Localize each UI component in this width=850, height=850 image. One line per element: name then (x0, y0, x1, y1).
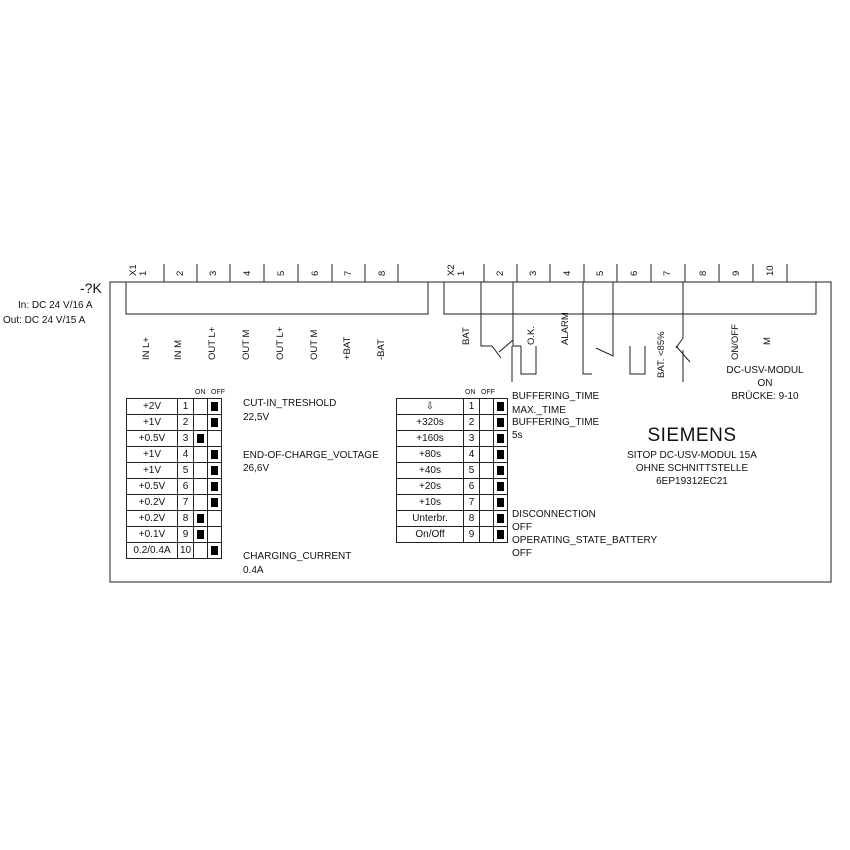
x2-pin-5: 5 (595, 270, 606, 276)
dip-switch-toggle (497, 418, 504, 427)
dip-right-off-position (494, 431, 508, 447)
dip-right-on-position (480, 463, 494, 479)
dip-left-row-5 (127, 463, 222, 479)
dip-right-row-2 (397, 415, 508, 431)
dip-right-switch-number: 8 (464, 511, 480, 527)
x2-terminal-block (444, 282, 816, 314)
dip-left-switch-number: 5 (178, 463, 194, 479)
dip-left-on-position (194, 415, 208, 431)
dip-left-label: +0.1V (127, 527, 178, 543)
x1-signal-4: OUT M (241, 329, 252, 360)
dip-right-on-position (480, 479, 494, 495)
dip-left-off-position (208, 495, 222, 511)
x1-connector-label: X1 (128, 264, 139, 276)
dip-right-off-position (494, 415, 508, 431)
buffering-max-label: MAX._TIME (512, 405, 566, 416)
dip-switch-toggle (211, 498, 218, 507)
dip-right-label: +20s (397, 479, 464, 495)
brand-product-line: SITOP DC-USV-MODUL 15A (627, 450, 757, 461)
dip-right-label: On/Off (397, 527, 464, 543)
x2-pin-10: 10 (765, 265, 776, 276)
dip-right-switch-number: 1 (464, 399, 480, 415)
dip-right-on-position (480, 527, 494, 543)
dip-left-label: +0.5V (127, 431, 178, 447)
dip-left-row-8 (127, 511, 222, 527)
dip-left-off-position (208, 399, 222, 415)
dip-right-switch-number: 2 (464, 415, 480, 431)
dip-right-on-position (480, 431, 494, 447)
dip-switch-table-left (126, 398, 222, 559)
x1-pin-5: 5 (276, 270, 287, 276)
dip-right-row-8 (397, 511, 508, 527)
dip-right-label: +160s (397, 431, 464, 447)
dip-left-label: +0.2V (127, 511, 178, 527)
dip-switch-toggle (197, 530, 204, 539)
brand-product-variant: OHNE SCHNITTSTELLE (635, 463, 749, 474)
dip-left-row-1 (127, 399, 222, 415)
dip-left-label: +1V (127, 415, 178, 431)
dip-left-off-position (208, 527, 222, 543)
dip-left-on-position (194, 495, 208, 511)
dip-left-off-position (208, 511, 222, 527)
dip-right-row-6 (397, 479, 508, 495)
dip-left-label: +0.5V (127, 479, 178, 495)
x1-pin-1: 1 (138, 270, 149, 276)
module-note-title: DC-USV-MODUL (726, 365, 804, 376)
dip-right-off-position (494, 463, 508, 479)
brand-order-number: 6EP19312EC21 (656, 476, 728, 487)
dip-left-off-position (208, 543, 222, 559)
dip-right-off-position (494, 479, 508, 495)
x1-terminal-block (126, 282, 428, 314)
x2-connector-label: X2 (446, 264, 457, 276)
dip-switch-toggle (211, 482, 218, 491)
dip-right-off-position (494, 511, 508, 527)
dip-left-on-position (194, 543, 208, 559)
dip-right-label: Unterbr. (397, 511, 464, 527)
operating-state-value: OFF (512, 548, 532, 559)
dip-switch-toggle (497, 498, 504, 507)
dip-left-switch-number: 6 (178, 479, 194, 495)
dip-left-row-2 (127, 415, 222, 431)
dip-right-off-position (494, 399, 508, 415)
charging-current-value: 0.4A (243, 565, 264, 576)
module-note-state: ON (757, 378, 773, 389)
output-rating: Out: DC 24 V/15 A (3, 315, 86, 326)
dip-left-on-position (194, 511, 208, 527)
dip-right-on-position (480, 495, 494, 511)
dip-left-switch-number: 3 (178, 431, 194, 447)
dip-right-on-position (480, 447, 494, 463)
dip-left-row-3 (127, 431, 222, 447)
dip-left-switch-number: 4 (178, 447, 194, 463)
dip-left-label: +1V (127, 463, 178, 479)
dip-left-switch-number: 8 (178, 511, 194, 527)
x1-pin-7: 7 (343, 270, 354, 276)
x2-signal-2: O.K. (526, 325, 537, 345)
x2-pin-2: 2 (495, 270, 506, 276)
x2-pin-3: 3 (528, 270, 539, 276)
dip-switch-toggle (197, 434, 204, 443)
dip-right-row-9 (397, 527, 508, 543)
dip-left-label: +0.2V (127, 495, 178, 511)
x2-pin-4: 4 (562, 270, 573, 276)
x2-signal-3: ALARM (560, 312, 571, 345)
dip-switch-toggle (211, 466, 218, 475)
dip-left-switch-number: 9 (178, 527, 194, 543)
dip-left-off-header: OFF (211, 389, 225, 396)
x2-pin-6: 6 (629, 270, 640, 276)
dip-right-row-3 (397, 431, 508, 447)
dip-switch-toggle (211, 418, 218, 427)
dip-left-off-position (208, 479, 222, 495)
dip-left-label: +2V (127, 399, 178, 415)
dip-switch-toggle (497, 482, 504, 491)
operating-state-label: OPERATING_STATE_BATTERY (512, 535, 658, 546)
dip-left-off-position (208, 431, 222, 447)
x2-signal-6: M (762, 337, 773, 345)
dip-left-on-header: ON (195, 389, 206, 396)
dip-left-off-position (208, 463, 222, 479)
dip-right-on-position (480, 399, 494, 415)
dip-right-label: ⇩ (397, 399, 464, 415)
dip-left-switch-number: 10 (178, 543, 194, 559)
x2-pin-1: 1 (456, 270, 467, 276)
dip-right-switch-number: 3 (464, 431, 480, 447)
x1-pin-2: 2 (175, 270, 186, 276)
x1-signal-7: +BAT (342, 336, 353, 360)
buffering-time-label-2: BUFFERING_TIME (512, 417, 600, 428)
cutin-threshold-label: CUT-IN_TRESHOLD (243, 398, 337, 409)
dip-right-off-header: OFF (481, 389, 495, 396)
end-of-charge-value: 26,6V (243, 463, 270, 474)
dip-left-on-position (194, 447, 208, 463)
x1-signal-5: OUT L+ (275, 326, 286, 360)
x2-pin-8: 8 (698, 270, 709, 276)
dip-left-on-position (194, 463, 208, 479)
charging-current-label: CHARGING_CURRENT (243, 551, 352, 562)
dip-switch-toggle (497, 530, 504, 539)
dip-left-row-4 (127, 447, 222, 463)
x1-signal-6: OUT M (309, 329, 320, 360)
dip-left-off-position (208, 415, 222, 431)
module-note-bridge: BRÜCKE: 9-10 (731, 391, 799, 402)
dip-left-row-9 (127, 527, 222, 543)
dip-right-row-4 (397, 447, 508, 463)
dip-right-on-position (480, 415, 494, 431)
dip-switch-toggle (497, 402, 504, 411)
dip-right-switch-number: 6 (464, 479, 480, 495)
dip-switch-toggle (197, 514, 204, 523)
x1-pin-8: 8 (377, 270, 388, 276)
disconnection-label: DISCONNECTION (512, 509, 596, 520)
dip-switch-toggle (497, 434, 504, 443)
dip-right-label: +320s (397, 415, 464, 431)
dip-right-row-5 (397, 463, 508, 479)
dip-right-label: +10s (397, 495, 464, 511)
cutin-threshold-value: 22,5V (243, 412, 270, 423)
dip-right-label: +80s (397, 447, 464, 463)
dip-right-on-position (480, 511, 494, 527)
dip-left-row-6 (127, 479, 222, 495)
dip-switch-toggle (211, 450, 218, 459)
dip-left-switch-number: 1 (178, 399, 194, 415)
x1-pin-6: 6 (310, 270, 321, 276)
dip-left-label: 0.2/0.4A (127, 543, 178, 559)
dip-left-switch-number: 7 (178, 495, 194, 511)
dip-switch-toggle (497, 466, 504, 475)
x2-signal-4: BAT. <85% (656, 331, 667, 378)
dip-right-switch-number: 9 (464, 527, 480, 543)
end-of-charge-label: END-OF-CHARGE_VOLTAGE (243, 450, 379, 461)
dip-right-switch-number: 4 (464, 447, 480, 463)
buffering-time-label: BUFFERING_TIME (512, 391, 600, 402)
x1-pin-3: 3 (208, 270, 219, 276)
dip-switch-toggle (211, 402, 218, 411)
input-rating: In: DC 24 V/16 A (18, 300, 93, 311)
dip-left-on-position (194, 399, 208, 415)
x2-pin-9: 9 (731, 270, 742, 276)
dip-left-label: +1V (127, 447, 178, 463)
dip-left-on-position (194, 479, 208, 495)
dip-switch-toggle (497, 450, 504, 459)
dip-right-off-position (494, 527, 508, 543)
dip-left-on-position (194, 431, 208, 447)
dip-right-switch-number: 5 (464, 463, 480, 479)
brand-logo: SIEMENS (647, 425, 737, 446)
x1-signal-8: -BAT (376, 339, 387, 360)
dip-left-on-position (194, 527, 208, 543)
dip-right-off-position (494, 447, 508, 463)
dip-right-off-position (494, 495, 508, 511)
x2-pin-7: 7 (662, 270, 673, 276)
x1-pin-4: 4 (242, 270, 253, 276)
dip-switch-table-right (396, 398, 508, 543)
dip-right-row-7 (397, 495, 508, 511)
buffering-time-value: 5s (512, 430, 523, 441)
dip-left-off-position (208, 447, 222, 463)
device-reference: -?K (80, 280, 102, 296)
x1-signal-3: OUT L+ (207, 326, 218, 360)
disconnection-value: OFF (512, 522, 532, 533)
dip-right-on-header: ON (465, 389, 476, 396)
x2-signal-1: BAT (461, 327, 472, 345)
dip-left-switch-number: 2 (178, 415, 194, 431)
x2-signal-5: ON/OFF (730, 324, 741, 360)
dip-switch-toggle (211, 546, 218, 555)
x1-signal-2: IN M (173, 339, 184, 360)
dip-right-label: +40s (397, 463, 464, 479)
dip-right-row-1 (397, 399, 508, 415)
dip-switch-toggle (497, 514, 504, 523)
dip-right-switch-number: 7 (464, 495, 480, 511)
dip-left-row-10 (127, 543, 222, 559)
dip-left-row-7 (127, 495, 222, 511)
x1-signal-1: IN L+ (141, 337, 152, 360)
